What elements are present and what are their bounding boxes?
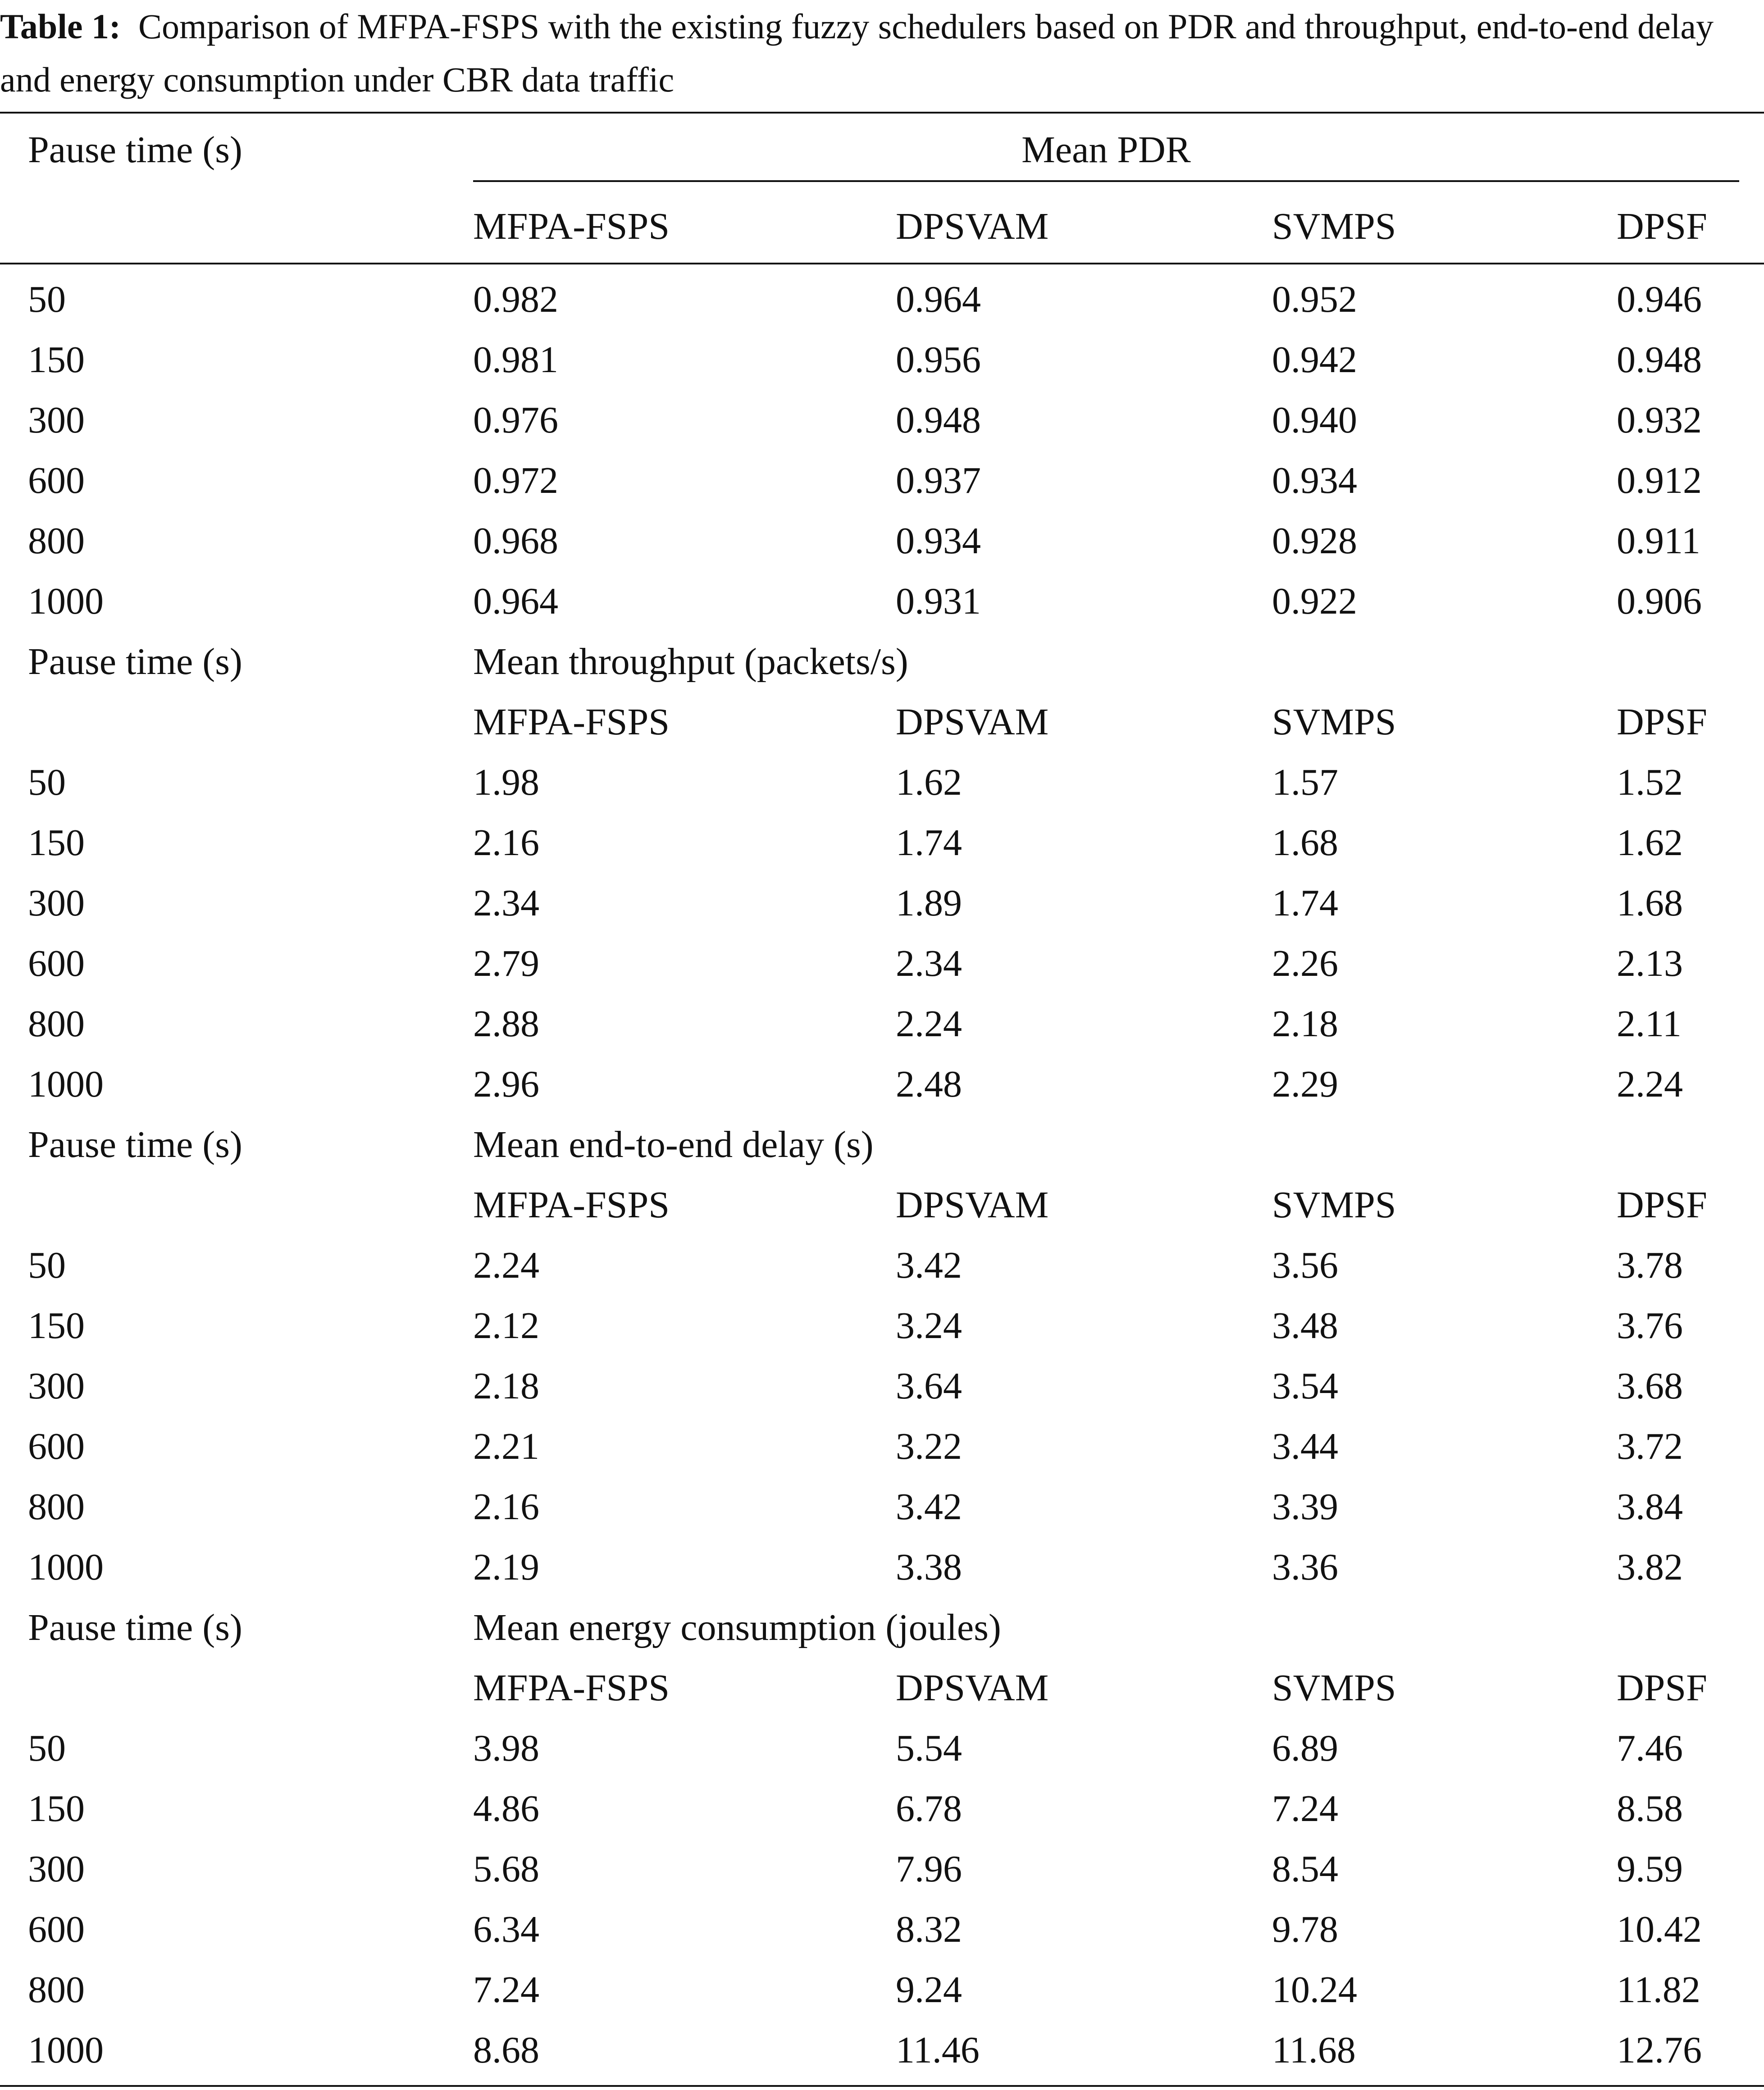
table-row-pause-time: 300 [28,1365,85,1407]
table-cell-value: 0.931 [896,580,981,622]
table-cell-value: 0.934 [896,520,981,562]
table-bottom-rule [0,2085,1764,2087]
table-cell-value: 6.34 [473,1908,539,1950]
table-row-pause-time: 300 [28,882,85,924]
table-row-pause-time: 600 [28,943,85,984]
table-row-pause-time: 1000 [28,2029,104,2071]
table-cell-value: 2.96 [473,1063,539,1105]
table-cell-value: 6.89 [1272,1727,1338,1769]
table-cell-value: 3.22 [896,1425,962,1467]
column-header-dpsvam: DPSVAM [896,701,1049,743]
table-row-pause-time: 1000 [28,1063,104,1105]
table-cell-value: 2.16 [473,1486,539,1528]
table-row-pause-time: 800 [28,1486,85,1528]
table-cell-value: 8.58 [1617,1788,1683,1830]
table-row-pause-time: 50 [28,1727,66,1769]
column-header-mfpa-fsps: MFPA-FSPS [473,701,670,743]
table-cell-value: 1.68 [1617,882,1683,924]
table-cell-value: 0.976 [473,399,558,441]
table-cell-value: 2.34 [473,882,539,924]
table-row-pause-time: 50 [28,761,66,803]
table-cell-value: 1.57 [1272,761,1338,803]
table-cell-value: 11.46 [896,2029,980,2071]
table-cell-value: 9.78 [1272,1908,1338,1950]
table-cell-value: 2.18 [473,1365,539,1407]
table-row-pause-time: 800 [28,1003,85,1045]
table-cell-value: 2.11 [1617,1003,1682,1045]
table-cell-value: 3.39 [1272,1486,1338,1528]
table-cell-value: 1.74 [896,822,962,864]
column-header-mfpa-fsps: MFPA-FSPS [473,1667,670,1709]
table-cell-value: 0.968 [473,520,558,562]
table-cell-value: 3.44 [1272,1425,1338,1467]
table-cell-value: 7.96 [896,1848,962,1890]
table-cell-value: 0.942 [1272,339,1357,381]
column-header-svmps: SVMPS [1272,1667,1396,1709]
table-cell-value: 1.89 [896,882,962,924]
table-row-pause-time: 150 [28,1788,85,1830]
table-cell-value: 1.62 [896,761,962,803]
header-bottom-rule [0,263,1764,264]
table-cell-value: 6.78 [896,1788,962,1830]
table-cell-value: 1.68 [1272,822,1338,864]
table-cell-value: 3.54 [1272,1365,1338,1407]
table-row-pause-time: 1000 [28,1546,104,1588]
group-title: Mean throughput (packets/s) [473,641,908,683]
table-cell-value: 3.98 [473,1727,539,1769]
group-title: Mean energy consumption (joules) [473,1607,1001,1648]
group-title: Mean PDR [1021,129,1191,171]
table-cell-value: 0.948 [1617,339,1702,381]
column-header-svmps: SVMPS [1272,701,1396,743]
column-header-dpsf: DPSF [1617,1184,1707,1226]
table-cell-value: 11.82 [1617,1969,1700,2011]
column-header-svmps: SVMPS [1272,205,1396,247]
table-cell-value: 2.19 [473,1546,539,1588]
table-cell-value: 5.54 [896,1727,962,1769]
table-cell-value: 3.42 [896,1244,962,1286]
table-cell-value: 7.24 [473,1969,539,2011]
table-cell-value: 2.88 [473,1003,539,1045]
column-header-dpsvam: DPSVAM [896,205,1049,247]
table-cell-value: 2.34 [896,943,962,984]
table-cell-value: 0.906 [1617,580,1702,622]
group-title: Mean end-to-end delay (s) [473,1124,874,1166]
table-row-pause-time: 600 [28,1908,85,1950]
column-header-dpsf: DPSF [1617,701,1707,743]
table-cell-value: 0.956 [896,339,981,381]
group-title-rule [473,180,1739,182]
table-cell-value: 3.76 [1617,1305,1683,1347]
table-cell-value: 0.964 [896,278,981,320]
table-cell-value: 9.59 [1617,1848,1683,1890]
table-cell-value: 2.13 [1617,943,1683,984]
table-cell-value: 2.24 [473,1244,539,1286]
table-cell-value: 0.952 [1272,278,1357,320]
table-cell-value: 0.928 [1272,520,1357,562]
row-header-label: Pause time (s) [28,641,242,683]
table-cell-value: 0.946 [1617,278,1702,320]
table-cell-value: 9.24 [896,1969,962,2011]
table-cell-value: 3.84 [1617,1486,1683,1528]
table-cell-value: 0.972 [473,460,558,501]
table-cell-value: 1.62 [1617,822,1683,864]
table-cell-value: 3.48 [1272,1305,1338,1347]
table-cell-value: 2.12 [473,1305,539,1347]
table-row-pause-time: 150 [28,822,85,864]
caption-label: Table 1: [0,7,121,46]
table-cell-value: 5.68 [473,1848,539,1890]
table-cell-value: 0.911 [1617,520,1700,562]
table-cell-value: 3.78 [1617,1244,1683,1286]
table-cell-value: 3.36 [1272,1546,1338,1588]
table-cell-value: 0.934 [1272,460,1357,501]
column-header-dpsf: DPSF [1617,205,1707,247]
row-header-label: Pause time (s) [28,1124,242,1166]
table-cell-value: 0.912 [1617,460,1702,501]
caption-text: Comparison of MFPA-FSPS with the existing fuzzy schedulers based on PDR and throughput, end-to-end delay and energy consumption under CBR data traffic [0,7,1714,99]
table-cell-value: 2.29 [1272,1063,1338,1105]
table-row-pause-time: 50 [28,1244,66,1286]
table-cell-value: 0.948 [896,399,981,441]
table-cell-value: 4.86 [473,1788,539,1830]
column-header-dpsvam: DPSVAM [896,1184,1049,1226]
table-cell-value: 2.21 [473,1425,539,1467]
table-row-pause-time: 1000 [28,580,104,622]
column-header-mfpa-fsps: MFPA-FSPS [473,205,670,247]
table-cell-value: 2.24 [1617,1063,1683,1105]
table-cell-value: 3.42 [896,1486,962,1528]
table-cell-value: 2.79 [473,943,539,984]
table-row-pause-time: 800 [28,520,85,562]
table-cell-value: 1.98 [473,761,539,803]
table-cell-value: 0.932 [1617,399,1702,441]
column-header-dpsf: DPSF [1617,1667,1707,1709]
table-cell-value: 2.48 [896,1063,962,1105]
table-cell-value: 3.64 [896,1365,962,1407]
table-cell-value: 7.46 [1617,1727,1683,1769]
table-cell-value: 3.56 [1272,1244,1338,1286]
table-top-rule [0,112,1764,114]
column-header-dpsvam: DPSVAM [896,1667,1049,1709]
table-cell-value: 7.24 [1272,1788,1338,1830]
table-row-pause-time: 150 [28,339,85,381]
table-row-pause-time: 600 [28,1425,85,1467]
table-cell-value: 3.82 [1617,1546,1683,1588]
row-header-label: Pause time (s) [28,1607,242,1648]
table-cell-value: 0.922 [1272,580,1357,622]
table-cell-value: 3.38 [896,1546,962,1588]
table-cell-value: 0.940 [1272,399,1357,441]
table-cell-value: 0.982 [473,278,558,320]
table-cell-value: 3.24 [896,1305,962,1347]
table-cell-value: 0.937 [896,460,981,501]
table-cell-value: 8.54 [1272,1848,1338,1890]
table-cell-value: 3.68 [1617,1365,1683,1407]
table-row-pause-time: 50 [28,278,66,320]
table-cell-value: 0.964 [473,580,558,622]
table-row-pause-time: 300 [28,399,85,441]
table-cell-value: 3.72 [1617,1425,1683,1467]
table-row-pause-time: 150 [28,1305,85,1347]
table-cell-value: 8.32 [896,1908,962,1950]
table-cell-value: 8.68 [473,2029,539,2071]
table-row-pause-time: 300 [28,1848,85,1890]
table-cell-value: 10.24 [1272,1969,1357,2011]
table-cell-value: 12.76 [1617,2029,1702,2071]
column-header-svmps: SVMPS [1272,1184,1396,1226]
table-cell-value: 2.24 [896,1003,962,1045]
table-cell-value: 1.52 [1617,761,1683,803]
table-row-pause-time: 800 [28,1969,85,2011]
table-cell-value: 2.18 [1272,1003,1338,1045]
row-header-label: Pause time (s) [28,129,242,171]
table-cell-value: 10.42 [1617,1908,1702,1950]
table-cell-value: 0.981 [473,339,558,381]
table-cell-value: 2.16 [473,822,539,864]
table-cell-value: 2.26 [1272,943,1338,984]
column-header-mfpa-fsps: MFPA-FSPS [473,1184,670,1226]
table-cell-value: 1.74 [1272,882,1338,924]
table-row-pause-time: 600 [28,460,85,501]
table-cell-value: 11.68 [1272,2029,1356,2071]
